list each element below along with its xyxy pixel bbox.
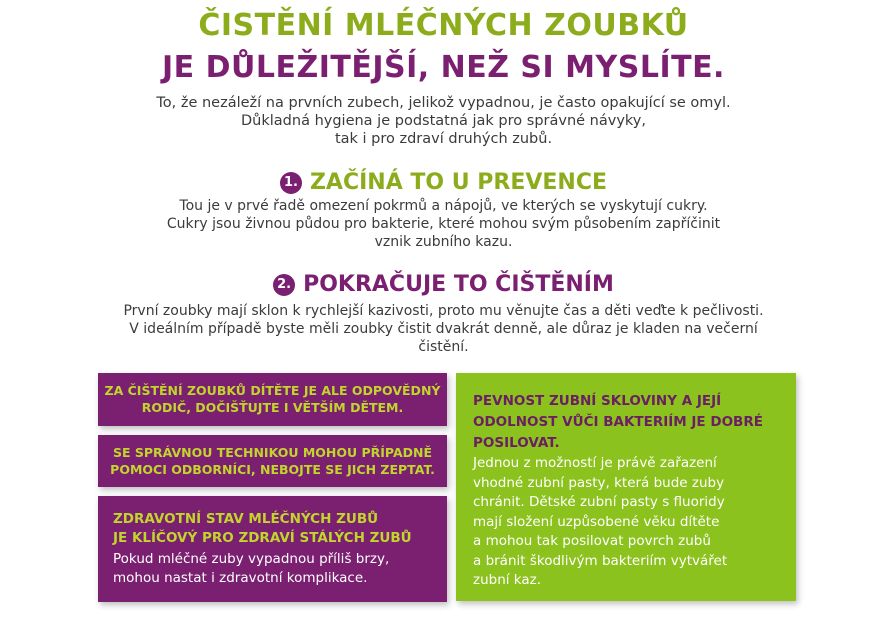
intro-line: To, že nezáleží na prvních zubech, jelikož vypadnou, je často opakující se omyl. [156,95,731,111]
tip-body-line: a mohou tak posilovat povrch zubů [473,533,711,549]
section1-text [0,197,887,251]
section2-line: V ideálním případě byste měli zoubky čistit dvakrát denně, ale důraz je kladen na večerní [129,321,758,337]
tip-line: POMOCI ODBORNÍCI, NEBOJTE SE JICH ZEPTAT. [110,462,435,477]
tip-box-text [98,373,447,416]
intro-line: tak i pro zdraví druhých zubů. [334,131,553,147]
section1-number-badge: 1. [280,172,302,194]
tip-heading-line: POSILOVAT. [473,435,560,451]
tip-box-health-status [98,496,447,602]
section2-line: První zoubky mají sklon k rychlejší kazivosti, proto mu věnujte čas a děti veďte k pečlivosti. [123,303,764,319]
tip-body-line: mohou nastat i zdravotní komplikace. [113,570,368,586]
intro-line: Důkladná hygiena je podstatná jak pro správné návyky, [241,113,646,129]
tip-body-line: vhodné zubní pasty, která bude zuby [473,474,725,491]
tip-box-text [98,435,447,478]
tip-heading-line: JE KLÍČOVÝ PRO ZDRAVÍ STÁLÝCH ZUBŮ [113,530,412,546]
tip-body-line: mají složení uzpůsobené věku dítěte [473,513,720,530]
section2-text [0,302,887,356]
section1-line: Tou je v prvé řadě omezení pokrmů a nápojů, ve kterých se vyskytují cukry. [179,198,708,214]
tip-box-parent-responsibility [98,373,447,426]
section1-line: vznik zubního kazu. [374,234,513,250]
intro-text [0,94,887,148]
section2-heading [0,272,887,297]
tip-line: RODIČ, DOČIŠŤUJTE I VĚTŠÍM DĚTEM. [141,400,404,415]
tip-body-line: a bránit škodlivým bakteriím vytvářet [473,552,728,569]
section1-title: ZAČÍNÁ TO U PREVENCE [309,170,608,195]
tip-box-heading [98,496,447,548]
section1-line: Cukry jsou živnou půdou pro bakterie, které mohou svým působením zapříčinit [166,216,721,232]
section2-line: čistění. [418,339,469,355]
tip-box-body [98,548,447,588]
title-line-1: ČISTĚNÍ MLÉČNÝCH ZOUBKŮ [198,8,689,43]
tip-box-enamel [456,373,796,601]
title-line-2: JE DŮLEŽITĚJŠÍ, NEŽ SI MYSLÍTE. [162,50,725,85]
tip-line: SE SPRÁVNOU TECHNIKOU MOHOU PŘÍPADNĚ [113,445,432,460]
tip-box-body [456,454,796,591]
tip-line: ZA ČIŠTĚNÍ ZOUBKŮ DÍTĚTE JE ALE ODPOVĚDNÝ [104,383,441,398]
tip-heading-line: PEVNOST ZUBNÍ SKLOVINY A JEJÍ [473,393,722,409]
tip-body-line: Jednou z možností je právě zařazení [473,455,717,471]
tip-box-heading [456,373,796,454]
tip-body-line: chránit. Dětské zubní pasty s fluoridy [473,494,725,510]
section2-title: POKRAČUJE TO ČIŠTĚNÍM [303,272,614,297]
tip-heading-line: ZDRAVOTNÍ STAV MLÉČNÝCH ZUBŮ [113,511,379,527]
tip-body-line: Pokud mléčné zuby vypadnou příliš brzy, [113,551,390,567]
tip-box-experts [98,435,447,487]
section1-heading [0,170,887,195]
tip-body-line: zubní kaz. [473,572,542,588]
tip-heading-line: ODOLNOST VŮČI BAKTERIÍM JE DOBRÉ [473,414,763,430]
section2-number-badge: 2. [273,274,295,296]
